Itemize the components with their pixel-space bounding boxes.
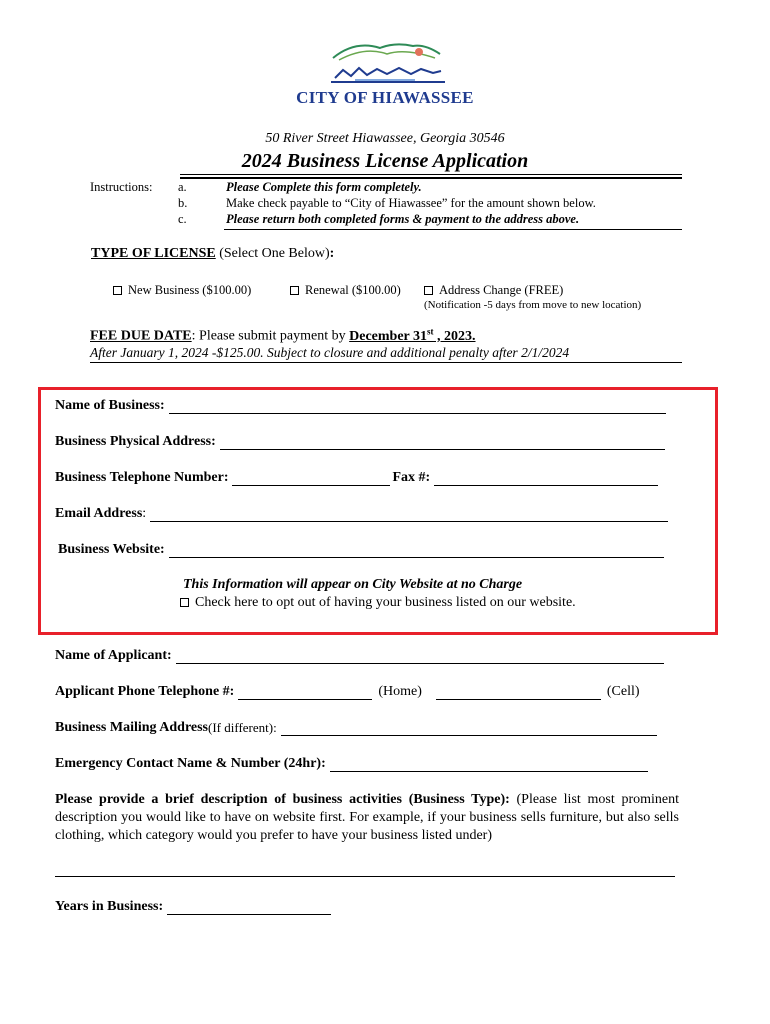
- license-type-note: (Select One Below): [215, 246, 330, 261]
- website-notice: This Information will appear on City Website at no Charge: [183, 577, 523, 592]
- option-label: New Business ($100.00): [128, 283, 252, 297]
- telephone-row: [55, 470, 658, 486]
- mailing-address-row: [55, 720, 657, 736]
- fax-field[interactable]: [434, 471, 658, 486]
- opt-out-checkbox[interactable]: [180, 598, 189, 607]
- applicant-name-field[interactable]: [176, 649, 664, 664]
- city-name: CITY OF HIAWASSEE: [296, 88, 474, 107]
- fee-date-main: December 31: [349, 328, 428, 344]
- page-title: 2024 Business License Application: [241, 150, 529, 172]
- cell-phone-field[interactable]: [436, 685, 601, 700]
- license-type-colon: :: [329, 246, 335, 261]
- option-address-change[interactable]: [424, 283, 563, 298]
- home-label: (Home): [378, 684, 422, 699]
- description-text: (Please list most prominent description you would like to have on website first. For example, if your business sells furniture, but also sells clothing, which category would you prefer to have your business listed under): [55, 792, 679, 843]
- business-name-field[interactable]: [169, 399, 666, 414]
- opt-out-label: Check here to opt out of having your business listed on our website.: [195, 595, 576, 610]
- applicant-phone-row: [55, 684, 640, 700]
- mailing-address-note: (If different):: [208, 720, 277, 735]
- years-in-business-label: Years in Business:: [55, 899, 164, 914]
- option-renewal[interactable]: [290, 283, 401, 298]
- applicant-name-label: Name of Applicant:: [55, 648, 172, 663]
- fee-date-end: , 2023.: [433, 328, 476, 344]
- address-change-note: (Notification -5 days from move to new location): [424, 299, 642, 311]
- cell-label: (Cell): [606, 684, 640, 699]
- fee-text: : Please submit payment by: [191, 328, 350, 344]
- instruction-text: Please Complete this form completely.: [226, 180, 422, 194]
- instructions-divider: [224, 229, 682, 230]
- instruction-letter: a.: [178, 180, 187, 194]
- mailing-address-field[interactable]: [281, 721, 657, 736]
- email-colon: :: [142, 506, 147, 521]
- instruction-letter: c.: [178, 212, 187, 226]
- emergency-contact-row: [55, 756, 648, 772]
- fee-label: FEE DUE DATE: [90, 328, 192, 344]
- option-label: Address Change (FREE): [439, 283, 564, 297]
- instruction-text: Please return both completed forms & payment to the address above.: [226, 212, 580, 226]
- physical-address-field[interactable]: [220, 435, 665, 450]
- title-divider: [180, 174, 682, 179]
- address-change-checkbox[interactable]: [424, 286, 433, 295]
- years-in-business-row: [55, 899, 331, 915]
- description-bold: Please provide a brief description of business activities (Business Type):: [55, 792, 510, 807]
- applicant-name-row: [55, 648, 664, 664]
- website-row: [58, 542, 664, 558]
- opt-out-row[interactable]: [180, 595, 576, 611]
- license-type-heading: [91, 246, 334, 262]
- city-address: 50 River Street Hiawassee, Georgia 30546: [265, 131, 505, 146]
- city-logo: [325, 38, 450, 86]
- instruction-text: Make check payable to “City of Hiawassee” for the amount shown below.: [226, 196, 596, 210]
- website-label: Business Website:: [58, 542, 165, 557]
- fee-date: [349, 326, 476, 344]
- business-name-row: [55, 398, 666, 414]
- renewal-checkbox[interactable]: [290, 286, 299, 295]
- business-telephone-label: Business Telephone Number:: [55, 470, 229, 485]
- email-field[interactable]: [150, 507, 668, 522]
- business-telephone-field[interactable]: [232, 471, 390, 486]
- fax-label: Fax #:: [392, 470, 431, 485]
- email-label: Email Address: [55, 506, 143, 521]
- business-description-instructions: [55, 791, 679, 845]
- emergency-contact-label: Emergency Contact Name & Number (24hr):: [55, 756, 326, 771]
- late-fee-notice: After January 1, 2024 -$125.00. Subject to closure and additional penalty after 2/1/2024: [90, 345, 570, 360]
- home-phone-field[interactable]: [238, 685, 372, 700]
- option-label: Renewal ($100.00): [305, 283, 401, 297]
- instructions-label: Instructions:: [90, 180, 153, 194]
- mailing-address-label: Business Mailing Address: [55, 720, 209, 735]
- physical-address-row: [55, 434, 665, 450]
- option-new-business[interactable]: [113, 283, 251, 298]
- website-field[interactable]: [169, 543, 664, 558]
- fee-date-sup: st: [427, 326, 434, 336]
- new-business-checkbox[interactable]: [113, 286, 122, 295]
- fee-due-date: [90, 326, 476, 345]
- years-in-business-field[interactable]: [167, 900, 331, 915]
- license-type-title: TYPE OF LICENSE: [91, 246, 216, 261]
- email-row: [55, 506, 668, 522]
- fee-divider: [90, 362, 682, 363]
- instruction-letter: b.: [178, 196, 188, 210]
- business-name-label: Name of Business:: [55, 398, 165, 413]
- emergency-contact-field[interactable]: [330, 757, 648, 772]
- physical-address-label: Business Physical Address:: [55, 434, 216, 449]
- business-description-field[interactable]: [55, 876, 675, 877]
- applicant-phone-label: Applicant Phone Telephone #:: [55, 684, 235, 699]
